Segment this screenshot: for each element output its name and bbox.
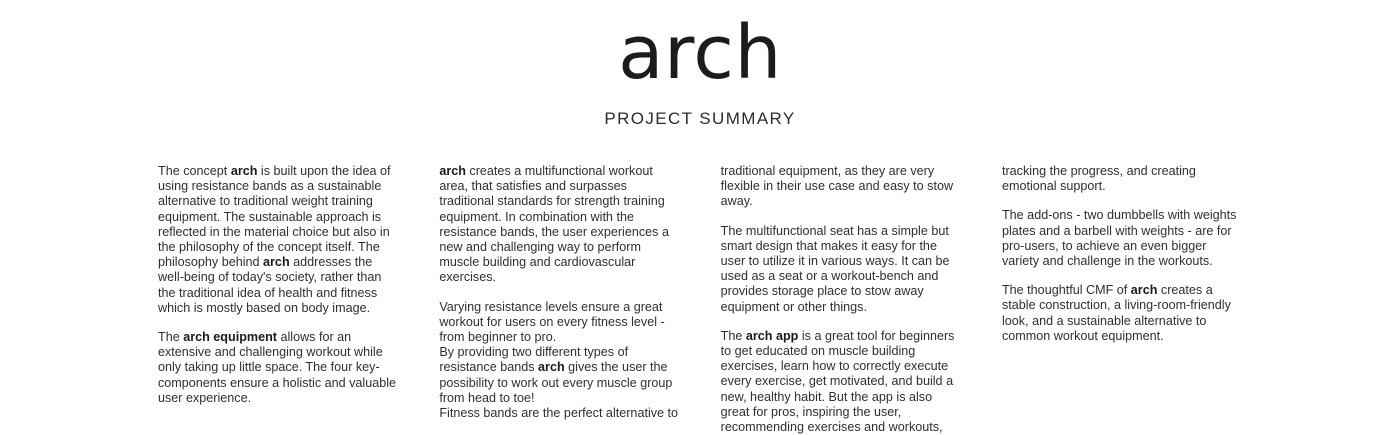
emphasis-text: arch: [439, 164, 466, 178]
summary-paragraph: The thoughtful CMF of arch creates a stable construction, a living-room-friendly look, and a sustainable alternative to common workout equipment.: [1001, 283, 1231, 343]
summary-column: [158, 164, 398, 406]
summary-paragraph: tracking the progress, and creating emotional support.: [1001, 164, 1196, 194]
summary-paragraph: arch creates a multifunctional workout area, that satisfies and surpasses traditional standards for strength training equipment. In combination with the resistance bands, the user experiences a new and challenging way to perform muscle building and cardiovascular exercises.: [439, 164, 669, 285]
emphasis-text: arch equipment: [183, 330, 277, 345]
summary-paragraph: The arch app is a great tool for beginners to get educated on muscle building exercises, learn how to correctly execute every exercise, get motivated, and build a new, healthy habit. But the app is also great for pros, inspiring the user, recommending exercises and workouts,: [720, 328, 955, 435]
emphasis-text: arch: [1130, 283, 1158, 298]
emphasis-text: arch: [230, 164, 258, 178]
page-title: PROJECT SUMMARY: [604, 109, 796, 128]
emphasis-text: arch: [263, 255, 290, 270]
summary-paragraph: The add-ons - two dumbbells with weights plates and a barbell with weights - are for pro-users, to achieve an even bigger variety and challenge in the workouts.: [1001, 208, 1237, 269]
brand-logo: arch: [618, 10, 782, 96]
emphasis-text: arch: [538, 360, 565, 375]
summary-column: [1002, 164, 1242, 344]
summary-paragraph: Fitness bands are the perfect alternative to: [439, 406, 679, 421]
summary-paragraph: traditional equipment, as they are very flexible in their use case and easy to stow away.: [720, 164, 954, 209]
summary-paragraph: The arch equipment allows for an extensive and challenging workout while only taking up little space. The four key-components ensure a holistic and valuable user experience.: [158, 330, 397, 405]
summary-paragraph: Varying resistance levels ensure a great workout for users on every fitness level - from beginner to pro.: [439, 299, 665, 345]
summary-columns: [158, 164, 1242, 435]
summary-column: [439, 164, 679, 421]
summary-paragraph: The concept arch is built upon the idea of using resistance bands as a sustainable alternative to traditional weight training equipment. The sustainable approach is reflected in the material choice but also in the philosophy of the concept itself. The philosophy behind arch addresses the well-being of today's society, rather than the traditional idea of health and fitness which is mostly based on body image.: [158, 164, 391, 315]
emphasis-text: arch app: [745, 328, 799, 343]
summary-paragraph: By providing two different types of resistance bands arch gives the user the possibility to work out every muscle group from head to toe!: [439, 345, 673, 405]
summary-column: [721, 164, 961, 435]
summary-paragraph: The multifunctional seat has a simple but smart design that makes it easy for the user to utilize it in various ways. It can be used as a seat or a workout-bench and provides storage place to stow away equipment or other things.: [720, 223, 950, 314]
